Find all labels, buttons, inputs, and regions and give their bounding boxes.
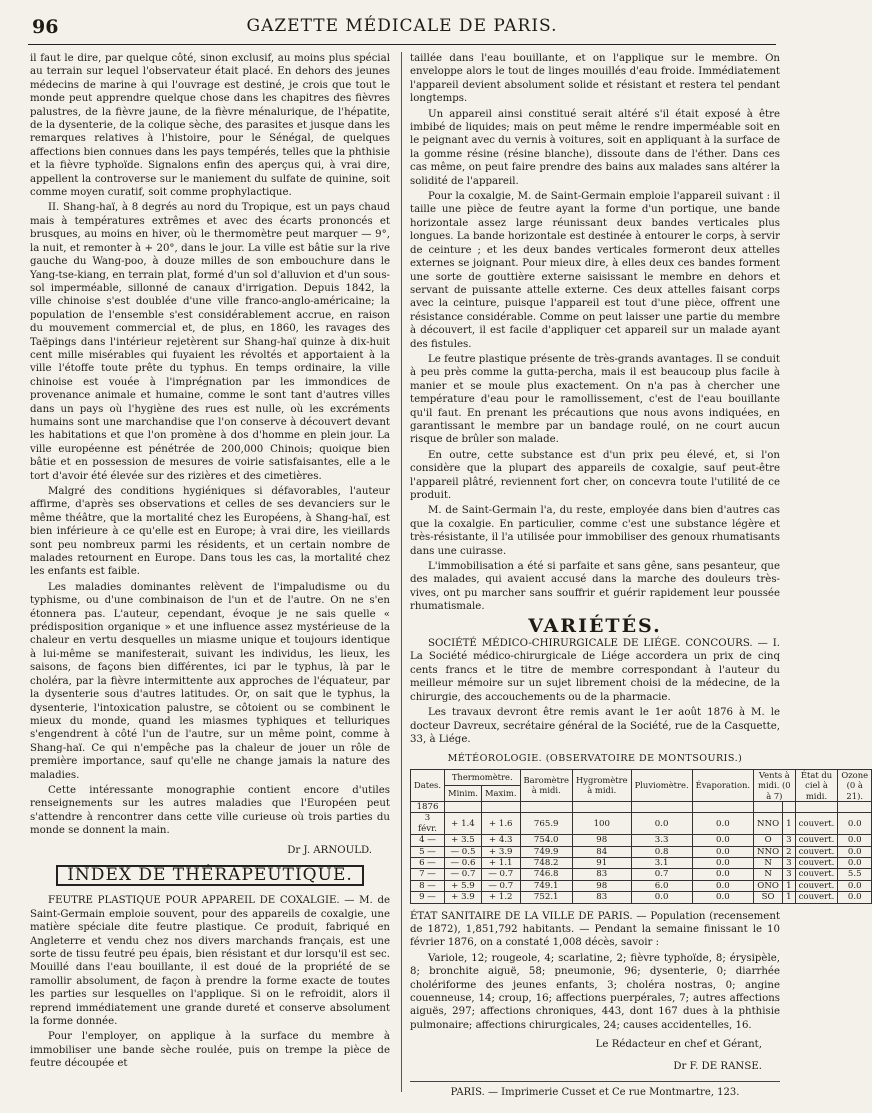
table-cell: 5.5 (838, 869, 872, 880)
table-cell: — 0.6 (445, 857, 482, 868)
printer-imprint: PARIS. — Imprimerie Cusset et Ce rue Montmartre, 123. (410, 1081, 780, 1099)
meteo-header-group: Thermomètre. (445, 769, 521, 785)
editor-title: Le Rédacteur en chef et Gérant, (595, 1039, 762, 1051)
paragraph: Cette intéressante monographie contient encore d'utiles renseignements sur les autres maladies que l'Européen peut s'attendre à rencontrer dans cette ville curieuse où trois parties du monde se donnent la main. (30, 784, 390, 837)
table-cell: 9 — (411, 892, 445, 903)
table-cell: 3.1 (631, 857, 692, 868)
table-cell: 0.0 (692, 835, 753, 846)
table-cell: 0.0 (631, 892, 692, 903)
meteo-table (410, 769, 872, 904)
table-cell: 1 (783, 892, 795, 903)
meteo-title: MÉTÉOROLOGIE. (OBSERVATOIRE DE MONTSOURIS.) (447, 753, 743, 765)
meteo-header: Dates. (411, 769, 445, 801)
table-cell: 100 (572, 813, 631, 835)
table-row (411, 880, 872, 891)
table-row (411, 801, 872, 812)
table-cell: 0.0 (692, 857, 753, 868)
meteo-year: 1876 (411, 801, 445, 812)
table-cell: 0.7 (631, 869, 692, 880)
table-cell: — 0.7 (481, 880, 520, 891)
table-cell: NNO (754, 846, 783, 857)
table-cell: — 0.5 (445, 846, 482, 857)
paragraph: L'immobilisation a été si parfaite et sans gêne, sans pesanteur, que des malades, qui avaient accusé dans la marche des douleurs très-vives, ont pu marcher sans souffrir et guérir rapidement leur poussée rhumatismale. (410, 561, 780, 613)
paragraph: ÉTAT SANITAIRE DE LA VILLE DE PARIS. — Population (recensement de 1872), 1,851,792 habitants. — Pendant la semaine finissant le 10 février 1876, on a constaté 1,008 décès, savoir : (410, 910, 780, 949)
table-cell: 0.0 (631, 813, 692, 835)
meteo-header: Baromètre à midi. (520, 769, 572, 801)
table-cell: 0.0 (838, 846, 872, 857)
page-number: 96 (32, 16, 59, 38)
table-row (411, 835, 872, 846)
table-cell: 3 (783, 857, 795, 868)
table-cell: NNO (754, 813, 783, 835)
table-cell: couvert. (795, 813, 838, 835)
table-cell: 754.0 (520, 835, 572, 846)
meteo-header: Hygromètre à midi. (572, 769, 631, 801)
section-title-varietes: VARIÉTÉS. (528, 614, 662, 637)
meteo-header: Vents à midi. (0 à 7) (754, 769, 796, 801)
table-cell: 0.0 (692, 846, 753, 857)
table-cell: 746.8 (520, 869, 572, 880)
paragraph: il faut le dire, par quelque côté, sinon exclusif, au moins plus spécial au terrain sur lequel l'observateur était placé. En dehors des jeunes médecins de marine à qui l'ouvrage est destiné, je crois que tout le monde peut apprendre quelque chose dans les chapitres des fièvres palustres, de la fièvre jaune, de la fièvre ménalurique, de l'hépatite, de la dysenterie, de la colique sèche, des parasites et jusque dans les remarques relatives à l'histoire, pour le Sénégal, de quelques affections bien connues dans les pays tempérés, telles que la phthisie et la fièvre typhoïde. Signalons enfin des aperçus qui, à vrai dire, appellent la controverse sur le maniement du sulfate de quinine, soit comme moyen curatif, soit comme prophylactique. (30, 53, 390, 199)
masthead: GAZETTE MÉDICALE DE PARIS. (246, 16, 558, 36)
table-cell: 7 — (411, 869, 445, 880)
table-cell: 0.0 (838, 857, 872, 868)
table-cell: 3.3 (631, 835, 692, 846)
table-row (411, 813, 872, 835)
table-cell: 748.2 (520, 857, 572, 868)
table-cell: 752.1 (520, 892, 572, 903)
table-cell: 0.0 (692, 892, 753, 903)
table-cell: 0.0 (692, 880, 753, 891)
meteo-body (411, 801, 872, 903)
paragraph: Pour la coxalgie, M. de Saint-Germain emploie l'appareil suivant : il taille une pièce de feutre ayant la forme d'un portique, une bande horizontale assez large réunissant deux bandes verticales plus longues. La bande horizontale est destinée à entourer le corps, à servir de ceinture ; et les deux bandes verticales formeront deux attelles externes se joignant. Pour mieux dire, à elles deux ces bandes forment une sorte de gouttière externe saisissant le membre en dehors et servant de puissante attelle externe. Ces deux attelles faisant corps avec la ceinture, puisque l'appareil est tout d'une pièce, offrent une résistance considérable. Comme on peut laisser une partie du membre à découvert, il est facile d'appliquer cet appareil sur un malade ayant des fistules. (410, 191, 780, 350)
paragraph: Le feutre plastique présente de très-grands avantages. Il se conduit à peu près comme la gutta-percha, mais il est beaucoup plus facile à manier et se moule plus exactement. On n'a pas à chercher une température d'eau pour le ramollissement, c'est de l'eau bouillante qu'il faut. En prenant les précautions que nous avons indiquées, en garantissant le membre par un bandage roulé, on ne court aucun risque de brûler son malade. (410, 353, 780, 446)
paragraph: II. Shang-haï, à 8 degrés au nord du Tropique, est un pays chaud mais à températures extrêmes et avec des écarts prononcés et brusques, au moins en hiver, où le thermomètre peut marquer — 9°, la nuit, et remonter à + 20°, dans le jour. La ville est bâtie sur la rive gauche du Wang-poo, à douze milles de son embouchure dans le Yang-tse-kiang, en terrain plat, formé d'un sol d'alluvion et d'un sous-sol imperméable, sillonné de canaux d'irrigation. Depuis 1842, la ville chinoise s'est doublée d'une ville franco-anglo-américaine; la population de l'ensemble s'est considérablement accrue, en raison du mouvement commercial et, de plus, en 1860, les ravages des Taëpings dans l'intérieur rejetèrent sur Shang-haï quinze à dix-huit cent mille misérables qui fuyaient les révoltés et apportaient à la ville l'étoffe toute prête du typhus. En temps ordinaire, la ville chinoise est vouée à l'imprégnation par les immondices de provenance animale et humaine, comme le sont tant d'autres villes dans un pays où l'hygiène des rues est nulle, où les excréments humains sont une marchandise que l'on conserve à découvert devant les habitations et que l'on promène à dos d'homme en plein jour. La ville européenne est pénétrée de 200,000 Chinois; quoique bien bâtie et en possession de mesures de voirie satisfaisantes, elle a le tort d'avoir été élevée sur des rizières et des cimetières. (30, 202, 390, 482)
table-cell: 91 (572, 857, 631, 868)
meteo-header: Minim. (445, 785, 482, 801)
table-cell: 0.0 (838, 835, 872, 846)
paragraph: M. de Saint-Germain l'a, du reste, employée dans bien d'autres cas que la coxalgie. En particulier, comme c'est une substance légère et très-résistante, il l'a utilisée pour immobiliser des genoux rhumatisants dans une cuirasse. (410, 505, 780, 557)
paragraph: FEUTRE PLASTIQUE POUR APPAREIL DE COXALGIE. — M. de Saint-Germain emploie souvent, pour des appareils de coxalgie, une matière spéciale dite feutre plastique. Ce produit, fabriqué en Angleterre et vendu chez nos divers marchands français, est une sorte de tissu feutré peu épais, bien résistant et dur lorsqu'il est sec. Mouillé dans l'eau bouillante, il est doué de la propriété de se ramollir absolument, de façon à prendre la forme exacte de toutes les parties sur lesquelles on l'applique. Si on le refroidit, alors il reprend immédiatement une grande dureté et conserve absolument la forme donnée. (30, 895, 390, 1028)
table-cell: 749.9 (520, 846, 572, 857)
table-cell: ONO (754, 880, 783, 891)
table-cell: 0.0 (692, 869, 753, 880)
column-divider (401, 52, 402, 1092)
table-cell: 6 — (411, 857, 445, 868)
table-cell: 83 (572, 869, 631, 880)
meteo-header: Pluviomètre. (631, 769, 692, 801)
table-cell: + 3.9 (445, 892, 482, 903)
table-cell: couvert. (795, 857, 838, 868)
table-cell: 3 (783, 869, 795, 880)
meteo-header: Évaporation. (692, 769, 753, 801)
paragraph: Malgré des conditions hygiéniques si défavorables, l'auteur affirme, d'après ses observations et celles de ses devanciers sur le même théâtre, que la mortalité chez les Européens, à Shang-haï, est bien inférieure à ce qu'elle est en Europe; à vrai dire, les vieillards sont peu nombreux parmi les résidents, et un certain nombre de malades retournent en Europe. Dans tous les cas, la mortalité chez les enfants est faible. (30, 486, 390, 578)
table-cell: 1 (783, 880, 795, 891)
table-cell: 83 (572, 892, 631, 903)
paragraph: Pour l'employer, on applique à la surface du membre à immobiliser une bande sèche roulée, puis on trempe la pièce de feutre découpée et (30, 1031, 390, 1070)
table-cell: 0.0 (838, 892, 872, 903)
table-cell: 0.0 (692, 813, 753, 835)
table-cell: N (754, 857, 783, 868)
table-cell: 3 (783, 835, 795, 846)
table-cell: + 5.9 (445, 880, 482, 891)
table-cell: couvert. (795, 869, 838, 880)
table-cell: + 4.3 (481, 835, 520, 846)
table-cell: 765.9 (520, 813, 572, 835)
table-cell: 749.1 (520, 880, 572, 891)
table-row (411, 869, 872, 880)
table-cell: N (754, 869, 783, 880)
table-cell: — 0.7 (445, 869, 482, 880)
paragraph: Un appareil ainsi constitué serait altéré s'il était exposé à être imbibé de liquides; mais on peut même le rendre imperméable soit en le peignant avec du vernis à voitures, soit en appliquant à la surface de la gomme résine (résine blanche), dissoute dans de l'éther. Dans ces cas même, on peut faire prendre des bains aux malades sans altérer la solidité de l'appareil. (410, 108, 780, 187)
paragraph: Les travaux devront être remis avant le 1er août 1876 à M. le docteur Davreux, secrétaire général de la Société, rue de la Casquette, 33, à Liége. (410, 707, 780, 745)
paragraph: SOCIÉTÉ MÉDICO-CHIRURGICALE DE LIÉGE. CONCOURS. — I. La Société médico-chirurgicale de Liége accordera un prix de cinq cents francs et le titre de membre correspondant à l'auteur du meilleur mémoire sur un sujet librement choisi de la médecine, de la chirurgie, des accouchements ou de la pharmacie. (410, 638, 780, 703)
meteo-header: État du ciel à midi. (795, 769, 838, 801)
editor-name: Dr F. DE RANSE. (673, 1060, 762, 1072)
page-header (28, 14, 776, 45)
table-cell: couvert. (795, 835, 838, 846)
table-cell: 2 (783, 846, 795, 857)
paragraph: Les maladies dominantes relèvent de l'impaludisme ou du typhisme, ou d'une combinaison de l'un et de l'autre. On ne s'en étonnera pas. L'auteur, cependant, évoque je ne sais quelle « prédisposition organique » et une influence assez mystérieuse de la chaleur en vertu desquelles un miasme unique et toujours identique à lui-même se manifesterait, suivant les individus, les lieux, les saisons, de façons bien différentes, ici par le typhus, là par le choléra, par la fièvre intermittente aux approches de l'équateur, par la dysenterie sous d'autres latitudes. Or, on sait que le typhus, la dysenterie, l'intoxication palustre, se côtoient ou se combinent le mieux du monde, quand les miasmes typhiques et telluriques s'engendrent à côté l'un de l'autre, sur un même point, comme à Shang-haï. Ce qui n'empêche pas la chaleur de jouer un rôle de première importance, sauf qu'elle ne change jamais la nature des maladies. (30, 581, 390, 781)
meteo-header: Ozone (0 à 21). (838, 769, 872, 801)
table-cell: 4 — (411, 835, 445, 846)
paragraph: Variole, 12; rougeole, 4; scarlatine, 2; fièvre typhoïde, 8; érysipèle, 8; bronchite aiguë, 58; pneumonie, 96; dysenterie, 0; diarrhée cholériforme des jeunes enfants, 3; choléra nostras, 0; angine couenneuse, 14; croup, 16; affections puerpérales, 7; autres affections aiguës, 297; affections chroniques, 443, dont 167 dues à la phthisie pulmonaire; affections chirurgicales, 24; causes accidentelles, 16. (410, 952, 780, 1031)
table-cell: 0.0 (838, 880, 872, 891)
paragraph: taillée dans l'eau bouillante, et on l'applique sur le membre. On enveloppe alors le tout de linges mouillés d'eau froide. Immédiatement l'appareil devient absolument solide et résistant et restera tel pendant longtemps. (410, 53, 780, 105)
table-cell: 8 — (411, 880, 445, 891)
table-cell: SO (754, 892, 783, 903)
table-cell: 3 févr. (411, 813, 445, 835)
table-cell: 0.0 (838, 813, 872, 835)
table-cell: 84 (572, 846, 631, 857)
author-signature: Dr J. ARNOULD. (287, 844, 372, 856)
table-cell: + 1.4 (445, 813, 482, 835)
table-cell: + 1.2 (481, 892, 520, 903)
table-cell: 0.8 (631, 846, 692, 857)
right-column (410, 52, 869, 1099)
table-row (411, 892, 872, 903)
table-cell: + 3.5 (445, 835, 482, 846)
section-title-index: INDEX DE THÉRAPEUTIQUE. (56, 865, 364, 886)
table-row (411, 846, 872, 857)
table-cell: 1 (783, 813, 795, 835)
table-cell: 98 (572, 835, 631, 846)
table-cell: + 3.9 (481, 846, 520, 857)
table-cell: 5 — (411, 846, 445, 857)
table-cell: 6.0 (631, 880, 692, 891)
table-cell: couvert. (795, 846, 838, 857)
left-column (30, 52, 390, 1073)
table-cell: + 1.6 (481, 813, 520, 835)
table-cell: + 1.1 (481, 857, 520, 868)
table-cell: couvert. (795, 892, 838, 903)
table-row (411, 857, 872, 868)
table-cell: couvert. (795, 880, 838, 891)
meteo-header: Maxim. (481, 785, 520, 801)
table-cell: — 0.7 (481, 869, 520, 880)
paragraph: En outre, cette substance est d'un prix peu élevé, et, si l'on considère que la plupart des appareils de coxalgie, sauf peut-être l'appareil plâtré, reviennent fort cher, on concevra toute l'utilité de ce produit. (410, 449, 780, 501)
table-cell: O (754, 835, 783, 846)
table-cell: 98 (572, 880, 631, 891)
